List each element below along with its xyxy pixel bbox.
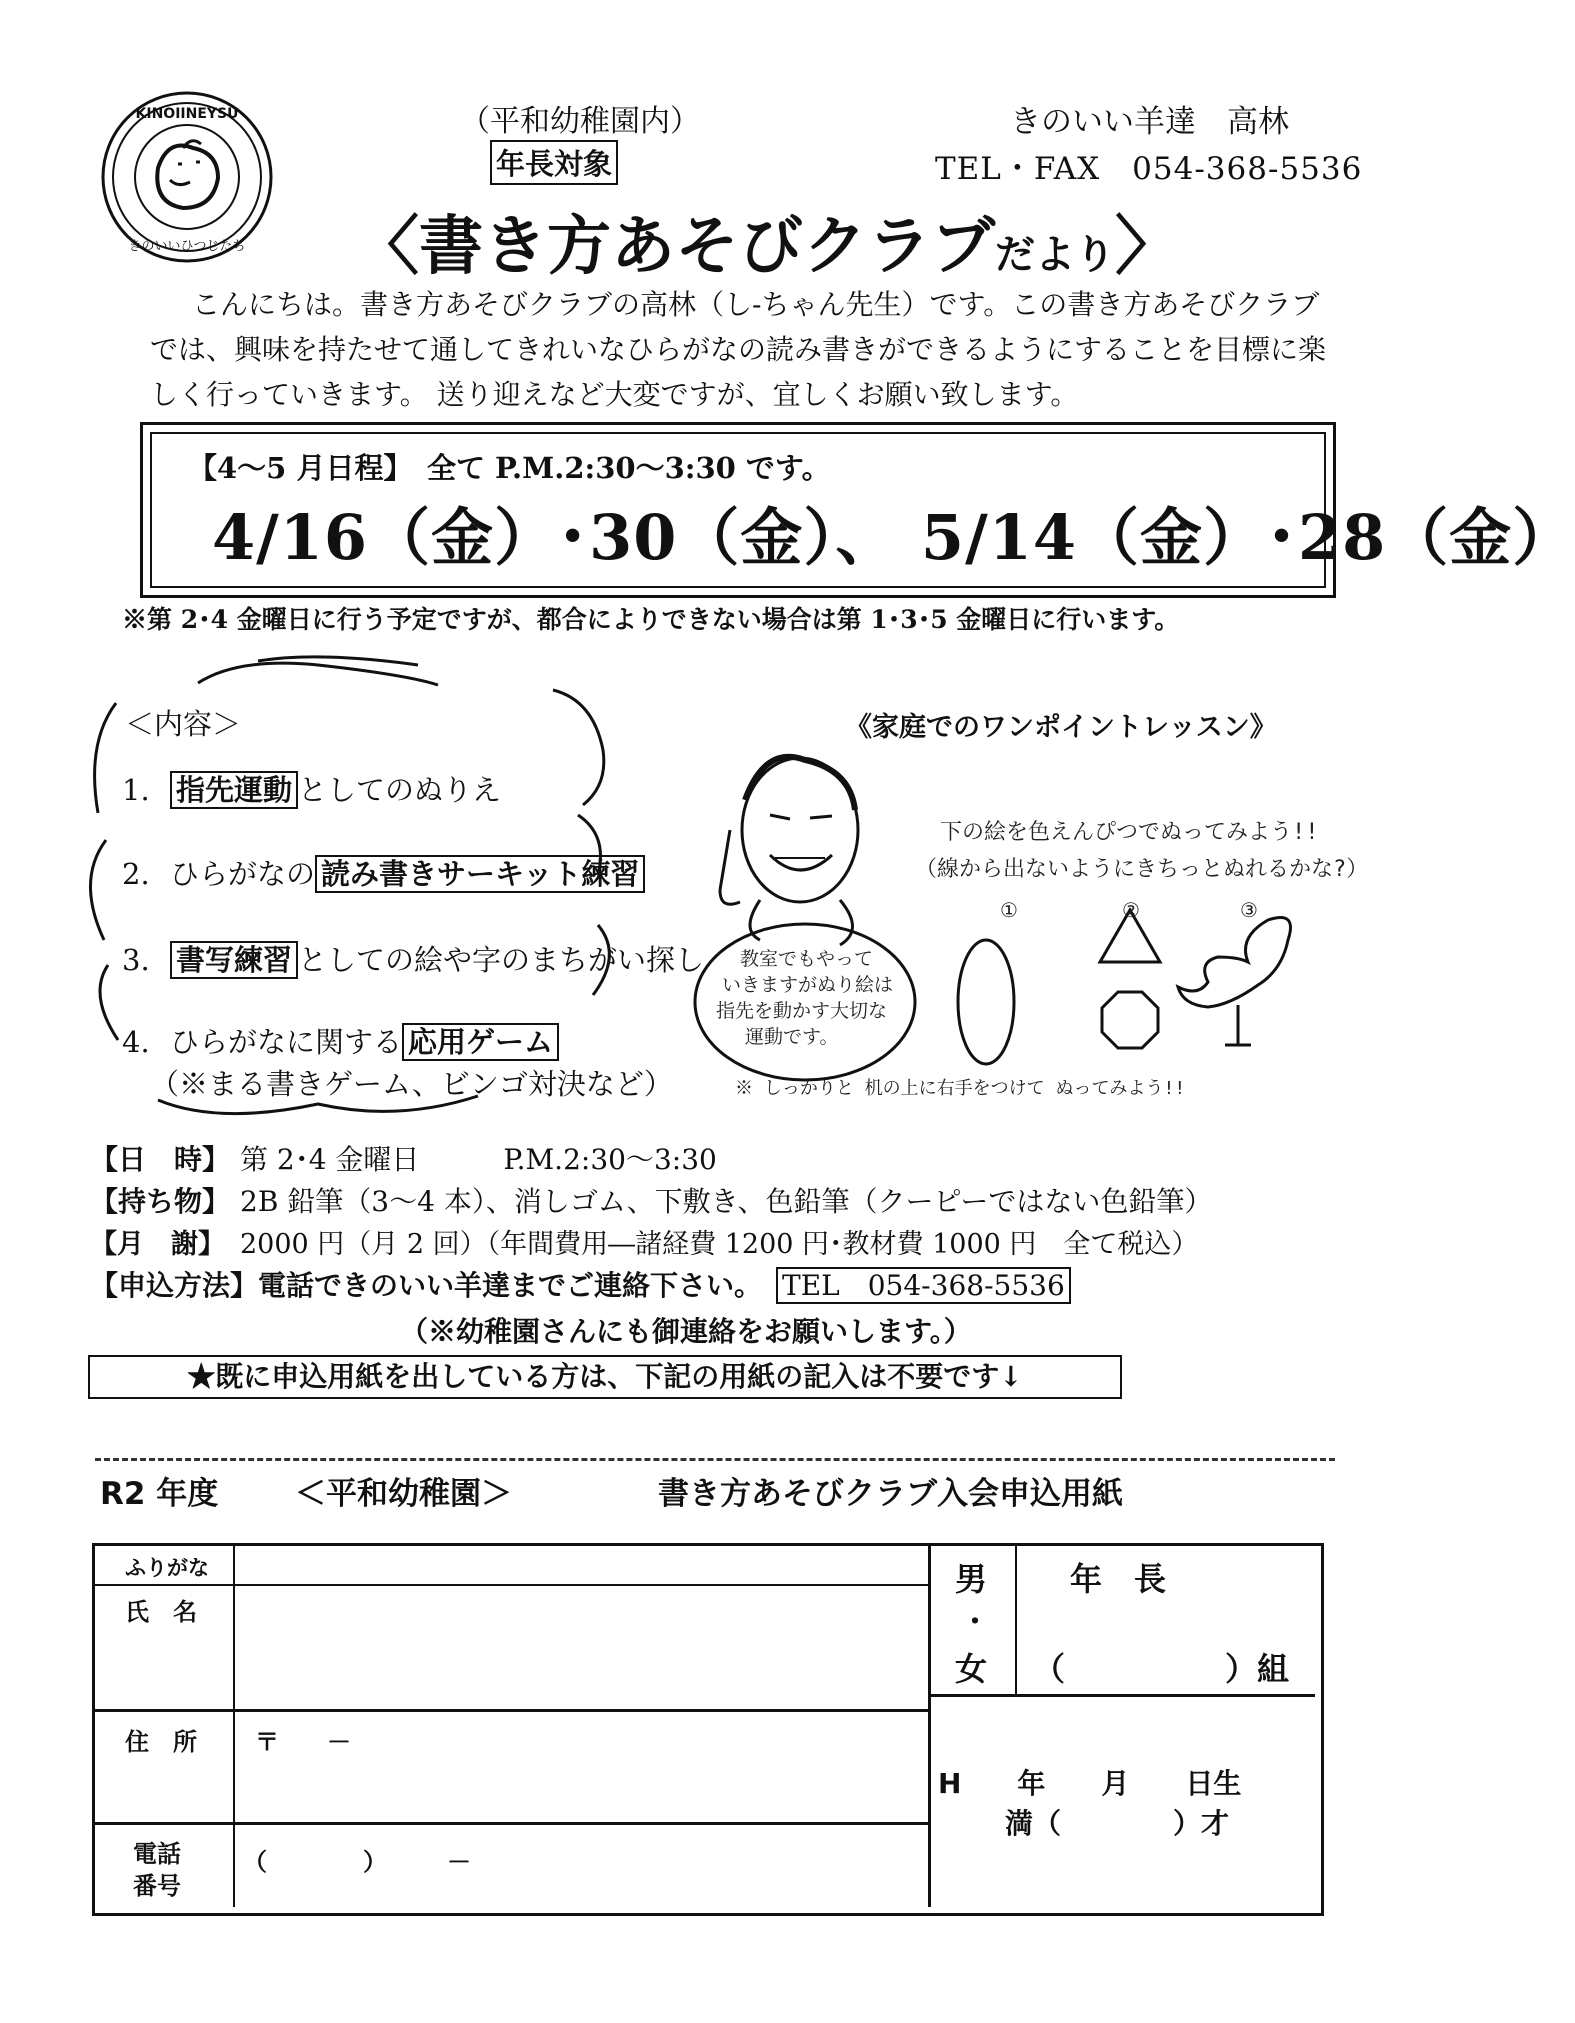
bubble-line-1: 教室でもやって (740, 948, 874, 970)
detail-label: 【持ち物】 (90, 1185, 231, 1218)
content-item-4-sub: （※まる書きゲーム、ビンゴ対決など） (150, 1067, 673, 1101)
schedule-box (140, 422, 1575, 598)
detail-fee (90, 1222, 1198, 1261)
sex-female[interactable]: 女 (955, 1650, 988, 1688)
lesson-instruction-1: 下の絵を色えんぴつでぬってみよう!! (940, 820, 1319, 845)
shape-label-1: ① (1000, 898, 1018, 922)
bubble-line-4: 運動です。 (745, 1026, 839, 1048)
author-label: きのいい羊達 高林 (1010, 104, 1289, 140)
contents-heading: ＜内容＞ (125, 707, 242, 741)
content-item-1 (122, 768, 501, 809)
sex-male[interactable]: 男 (955, 1560, 988, 1598)
schedule-heading: 【4～5 月日程】 全て P.M.2:30～3:30 です。 (188, 451, 831, 485)
item-pre: ひらがなの (170, 857, 316, 891)
item-post: としてのぬりえ (298, 773, 502, 807)
schedule-dates: 4/16（金）･30（金）、 5/14（金）･28（金） (212, 501, 1575, 574)
furigana-label: ふりがな (125, 1556, 209, 1580)
name-input[interactable] (237, 1588, 925, 1706)
detail-apply (90, 1264, 1071, 1304)
phone-input[interactable] (237, 1827, 925, 1905)
furigana-input[interactable] (237, 1548, 925, 1583)
grade-label: 年 長 (1070, 1560, 1167, 1598)
bubble-line-3: 指先を動かす大切な (716, 1000, 888, 1022)
lesson-illustration (690, 740, 1350, 1110)
item-number: 2. (122, 857, 150, 891)
phone-label-2: 番号 (133, 1872, 181, 1900)
cut-line (95, 1458, 1335, 1461)
lesson-footnote: ※ しっかりと 机の上に右手をつけて ぬってみよう!! (735, 1078, 1186, 1099)
content-item-4 (122, 1020, 559, 1061)
detail-belongings (90, 1180, 1212, 1220)
title-main: 書き方あそびクラブ (419, 209, 995, 284)
title-close-bracket: 〉 (1115, 209, 1179, 284)
detail-value: 電話できのいい羊達までご連絡下さい。 (258, 1269, 763, 1302)
item-keyword: 指先運動 (170, 771, 298, 809)
shape-label-2: ② (1122, 898, 1140, 922)
name-label: 氏 名 (125, 1598, 197, 1626)
phone-number-box: TEL 054-368-5536 (776, 1267, 1071, 1304)
details-note: （※幼稚園さんにも御連絡をお願いします。） (400, 1315, 972, 1348)
birth-date-field[interactable]: H 年 月 日生 (938, 1767, 1242, 1800)
item-pre: ひらがなに関する (170, 1025, 403, 1059)
address-input[interactable] (237, 1714, 925, 1819)
detail-value: 2B 鉛筆（3～4 本）、消しゴム、下敷き、色鉛筆（クーピーではない色鉛筆） (240, 1185, 1213, 1218)
detail-value: 2000 円（月 2 回）（年間費用―諸経費 1200 円･教材費 1000 円 全て税込） (240, 1229, 1199, 1260)
detail-value: 第 2･4 金曜日 P.M.2:30～3:30 (240, 1143, 717, 1176)
bubble-line-2: いきますがぬり絵は (722, 974, 894, 996)
content-item-2 (122, 852, 645, 893)
page-title (355, 195, 1179, 287)
lesson-instruction-2: （線から出ないようにきちっとぬれるかな?） (915, 857, 1369, 882)
content-item-3 (122, 938, 704, 979)
detail-label: 【月 謝】 (90, 1229, 225, 1260)
title-small: だより (995, 231, 1115, 278)
detail-label: 【日 時】 (90, 1143, 231, 1176)
item-number: 1. (122, 773, 150, 807)
phone-format: （ ） － (243, 1848, 471, 1876)
lesson-heading: 《家庭でのワンポイントレッスン》 (845, 712, 1277, 743)
class-field[interactable]: （ ）組 (1033, 1650, 1290, 1688)
address-label: 住 所 (125, 1728, 197, 1756)
svg-text:KINOIINEYSU: KINOIINEYSU (135, 106, 239, 122)
club-stamp-logo (98, 88, 276, 266)
phone-label-1: 電話 (133, 1840, 181, 1868)
item-keyword: 応用ゲーム (402, 1023, 559, 1061)
item-keyword: 読み書きサーキット練習 (315, 855, 645, 893)
svg-text:きのいいひつじたち: きのいいひつじたち (128, 239, 246, 254)
schedule-note: ※第 2･4 金曜日に行う予定ですが、都合によりできない場合は第 1･3･5 金曜日に行います。 (122, 605, 1180, 634)
detail-datetime (90, 1138, 717, 1178)
sex-separator: ・ (961, 1605, 990, 1638)
title-open-bracket: 〈 (355, 209, 419, 284)
notice-banner: ★既に申込用紙を出している方は、下記の用紙の記入は不要です↓ (88, 1355, 1122, 1399)
item-number: 4. (122, 1025, 150, 1059)
organization-label: （平和幼稚園内） (460, 104, 700, 139)
tel-fax-number: TEL・FAX 054-368-5536 (935, 151, 1363, 187)
form-year: R2 年度 (100, 1476, 219, 1512)
form-kindergarten: ＜平和幼稚園＞ (295, 1476, 512, 1512)
item-keyword: 書写練習 (170, 941, 298, 979)
detail-label: 【申込方法】 (90, 1269, 259, 1302)
application-form-table (92, 1543, 1324, 1916)
item-number: 3. (122, 943, 150, 977)
item-post: としての絵や字のまちがい探し (298, 943, 705, 977)
postal-mark: 〒 － (255, 1728, 351, 1756)
form-title: 書き方あそびクラブ入会申込用紙 (658, 1476, 1123, 1512)
age-field[interactable]: 満（ ）才 (1005, 1807, 1230, 1840)
target-age-label: 年長対象 (490, 140, 618, 185)
shape-label-3: ③ (1240, 898, 1258, 922)
intro-paragraph: こんにちは。書き方あそびクラブの高林（し-ちゃん先生）です。この書き方あそびクラブでは、興味を持たせて通してきれいなひらがなの読み書きができるようにすることを目標に楽しく行っていきます。 送り迎えなど大変ですが、宜しくお願い致します。 (150, 288, 1327, 411)
